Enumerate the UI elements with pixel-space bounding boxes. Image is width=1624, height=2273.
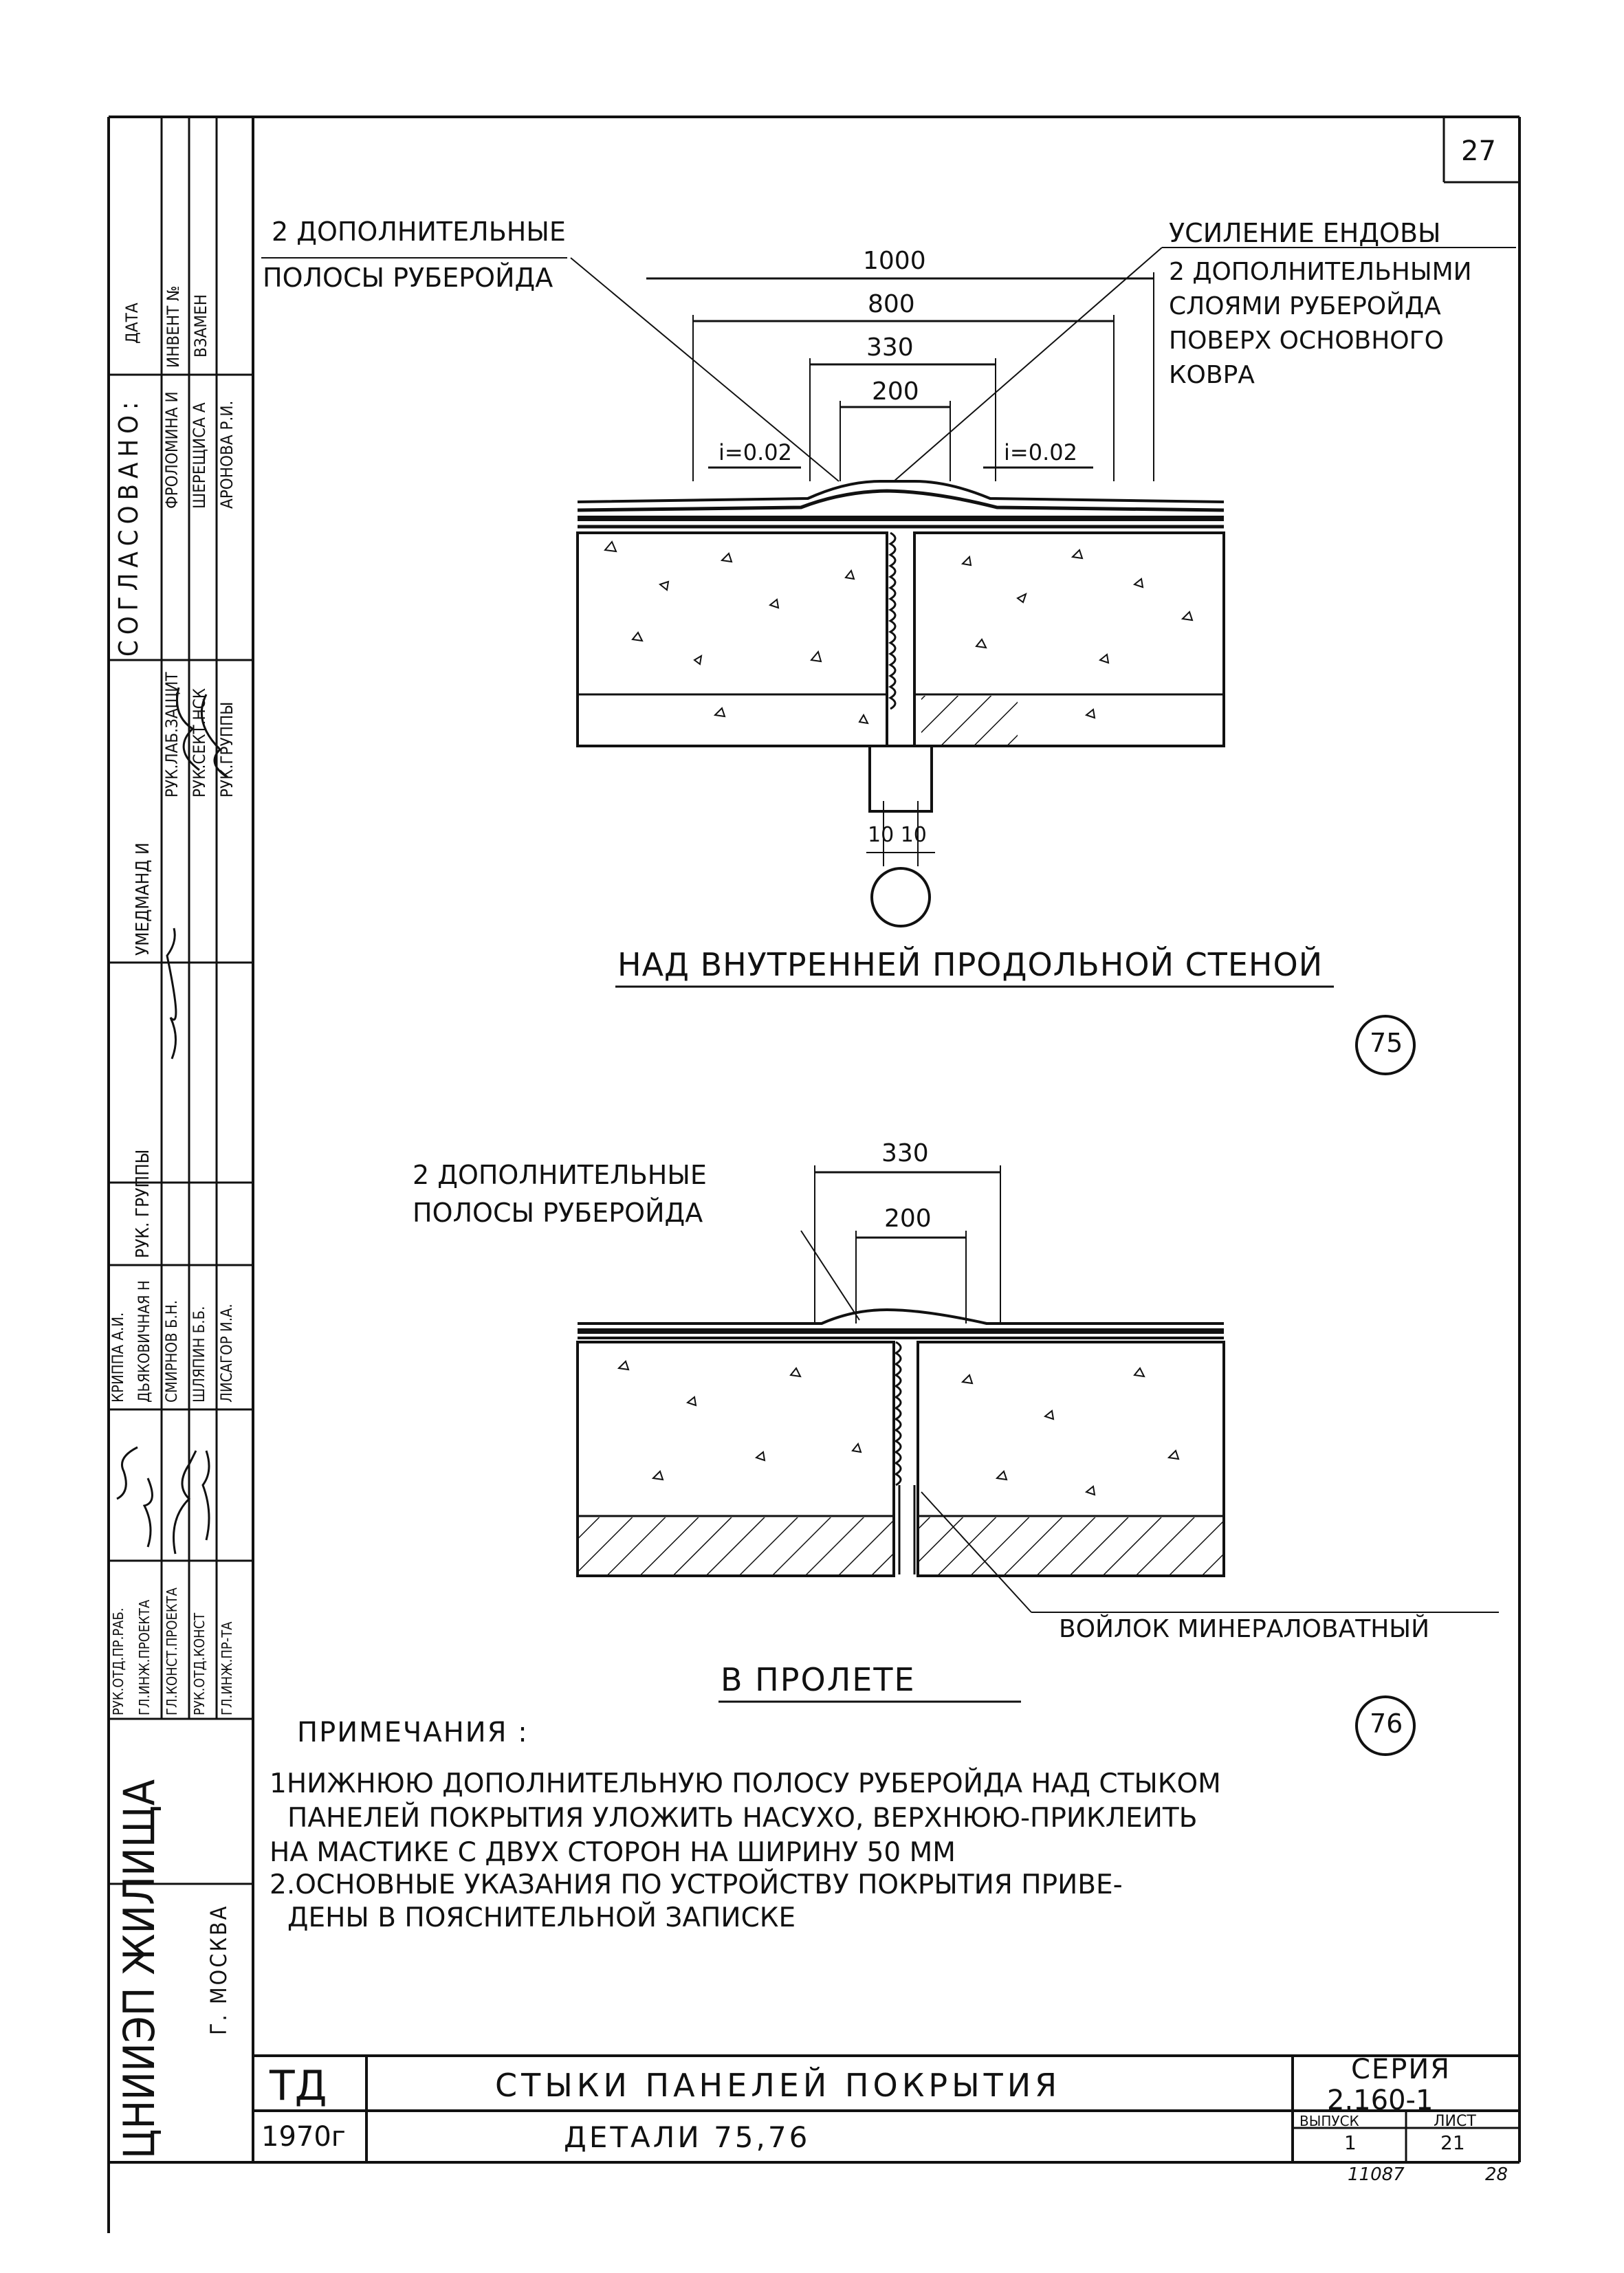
stamp-grid bbox=[109, 117, 253, 1884]
callout-left-75-line1: 2 ДОПОЛНИТЕЛЬНЫЕ bbox=[272, 217, 566, 247]
title-subtitle: ДЕТАЛИ 75,76 bbox=[564, 2120, 811, 2154]
slope-left: i=0.02 bbox=[718, 439, 792, 465]
slope-right: i=0.02 bbox=[1004, 439, 1077, 465]
callout-right-75-line1: УСИЛЕНИЕ ЕНДОВЫ bbox=[1169, 218, 1441, 248]
sheet-label: ЛИСТ bbox=[1434, 2113, 1476, 2130]
dimension-bottom: 10 10 bbox=[868, 823, 927, 847]
callout-right-75-line4: ПОВЕРХ ОСНОВНОГО bbox=[1169, 327, 1444, 355]
dimension-330: 330 bbox=[866, 333, 914, 362]
dimension-800: 800 bbox=[868, 290, 915, 318]
stamp-name-5: ЛИСАГОР И.А. bbox=[219, 1304, 236, 1403]
stamp-city: Г. МОСКВА bbox=[206, 1904, 232, 2035]
stamp-role-d: РУК.ОТД.КОНСТ bbox=[191, 1612, 208, 1715]
stamp-heading-inv: ИНВЕНТ № bbox=[164, 285, 183, 368]
callout-right-75-line2: 2 ДОПОЛНИТЕЛЬНЫМИ bbox=[1169, 258, 1472, 286]
callout-left-76-line1: 2 ДОПОЛНИТЕЛЬНЫЕ bbox=[413, 1160, 707, 1190]
note-line-1: 1НИЖНЮЮ ДОПОЛНИТЕЛЬНУЮ ПОЛОСУ РУБЕРОЙДА НАД СТЫКОМ bbox=[270, 1768, 1221, 1799]
stamp-heading-date: ДАТА bbox=[122, 303, 142, 344]
notes-title: ПРИМЕЧАНИЯ : bbox=[297, 1717, 529, 1748]
stamp-name-3: СМИРНОВ Б.Н. bbox=[164, 1299, 181, 1403]
title-year: 1970г bbox=[261, 2121, 346, 2153]
sheet-value: 21 bbox=[1440, 2131, 1465, 2154]
signatures bbox=[117, 688, 227, 1554]
stamp-name-4: ШЛЯПИН Б.Б. bbox=[191, 1306, 208, 1403]
callout-left-75-line2: ПОЛОСЫ РУБЕРОЙДА bbox=[263, 263, 553, 293]
stamp-role-e: ГЛ.ИНЖ.ПР-ТА bbox=[219, 1621, 235, 1715]
detail-number-76: 76 bbox=[1370, 1709, 1403, 1739]
callout-right-75-line5: КОВРА bbox=[1169, 361, 1255, 389]
series-label: СЕРИЯ bbox=[1351, 2054, 1451, 2085]
stamp-org: ЦНИИЭП ЖИЛИЩА bbox=[114, 1779, 164, 2159]
stamp-name-2: ДЬЯКОВИЧНАЯ Н bbox=[136, 1280, 153, 1403]
stamp-approver-3: АРОНОВА Р.И. bbox=[217, 400, 237, 509]
series-value: 2.160-1 bbox=[1327, 2085, 1434, 2116]
stamp-signer-1: УМЕДМАНД И bbox=[133, 842, 153, 956]
caption-76: В ПРОЛЕТЕ bbox=[721, 1661, 916, 1698]
stamp-approver-role-2: РУК.СЕКТ.НСК bbox=[190, 688, 209, 798]
issue-value: 1 bbox=[1344, 2131, 1357, 2154]
callout-left-76-line2: ПОЛОСЫ РУБЕРОЙДА bbox=[413, 1198, 703, 1228]
note-line-5: ДЕНЫ В ПОЯСНИТЕЛЬНОЙ ЗАПИСКЕ bbox=[287, 1902, 796, 1933]
dimension-330-76: 330 bbox=[881, 1139, 929, 1167]
dimension-200: 200 bbox=[872, 377, 919, 406]
caption-75: НАД ВНУТРЕННЕЙ ПРОДОЛЬНОЙ СТЕНОЙ bbox=[617, 946, 1324, 983]
note-line-4: 2.ОСНОВНЫЕ УКАЗАНИЯ ПО УСТРОЙСТВУ ПОКРЫТИЯ ПРИВЕ- bbox=[270, 1869, 1123, 1900]
title-main: СТЫКИ ПАНЕЛЕЙ ПОКРЫТИЯ bbox=[495, 2067, 1062, 2104]
stamp-approver-role-1: РУК.ЛАБ.ЗАЩИТ bbox=[162, 672, 182, 798]
sheet-number: 27 bbox=[1461, 135, 1496, 167]
note-line-3: НА МАСТИКЕ С ДВУХ СТОРОН НА ШИРИНУ 50 ММ bbox=[270, 1837, 956, 1868]
stamp-approver-1: ФРОЛОМИНА И bbox=[162, 391, 182, 509]
stamp-approver-2: ШЕРЕЩИСА А bbox=[190, 402, 209, 509]
bottom-note: 11087 bbox=[1348, 2164, 1405, 2185]
stamp-role-1: РУК. ГРУППЫ bbox=[133, 1149, 153, 1258]
stamp-role-b: ГЛ.ИНЖ.ПРОЕКТА bbox=[136, 1599, 153, 1715]
issue-label: ВЫПУСК bbox=[1299, 2113, 1359, 2129]
callout-mineral-felt: ВОЙЛОК МИНЕРАЛОВАТНЫЙ bbox=[1059, 1615, 1429, 1643]
dimension-200-76: 200 bbox=[884, 1205, 932, 1233]
detail-number-75: 75 bbox=[1370, 1028, 1403, 1058]
stamp-role-c: ГЛ.КОНСТ.ПРОЕКТА bbox=[164, 1588, 180, 1715]
stamp-heading-replace: ВЗАМЕН bbox=[191, 294, 210, 358]
note-line-2: ПАНЕЛЕЙ ПОКРЫТИЯ УЛОЖИТЬ НАСУХО, ВЕРХНЮЮ-ПРИКЛЕИТЬ bbox=[287, 1803, 1198, 1834]
drawing-76 bbox=[578, 1165, 1499, 1755]
callout-right-75-line3: СЛОЯМИ РУБЕРОЙДА bbox=[1169, 292, 1441, 320]
stamp-approver-role-3: РУК.ГРУППЫ bbox=[217, 701, 237, 798]
concrete-aggregate-75 bbox=[605, 542, 1192, 723]
stamp-role-a: РУК.ОТД.ПР.РАБ. bbox=[110, 1607, 127, 1715]
title-code: ТД bbox=[270, 2062, 327, 2110]
stamp-name-1: КРИППА А.И. bbox=[110, 1312, 127, 1403]
stamp-heading-approved: СОГЛАСОВАНО: bbox=[113, 396, 144, 657]
bottom-number: 28 bbox=[1485, 2164, 1508, 2185]
dimension-1000: 1000 bbox=[863, 247, 926, 275]
